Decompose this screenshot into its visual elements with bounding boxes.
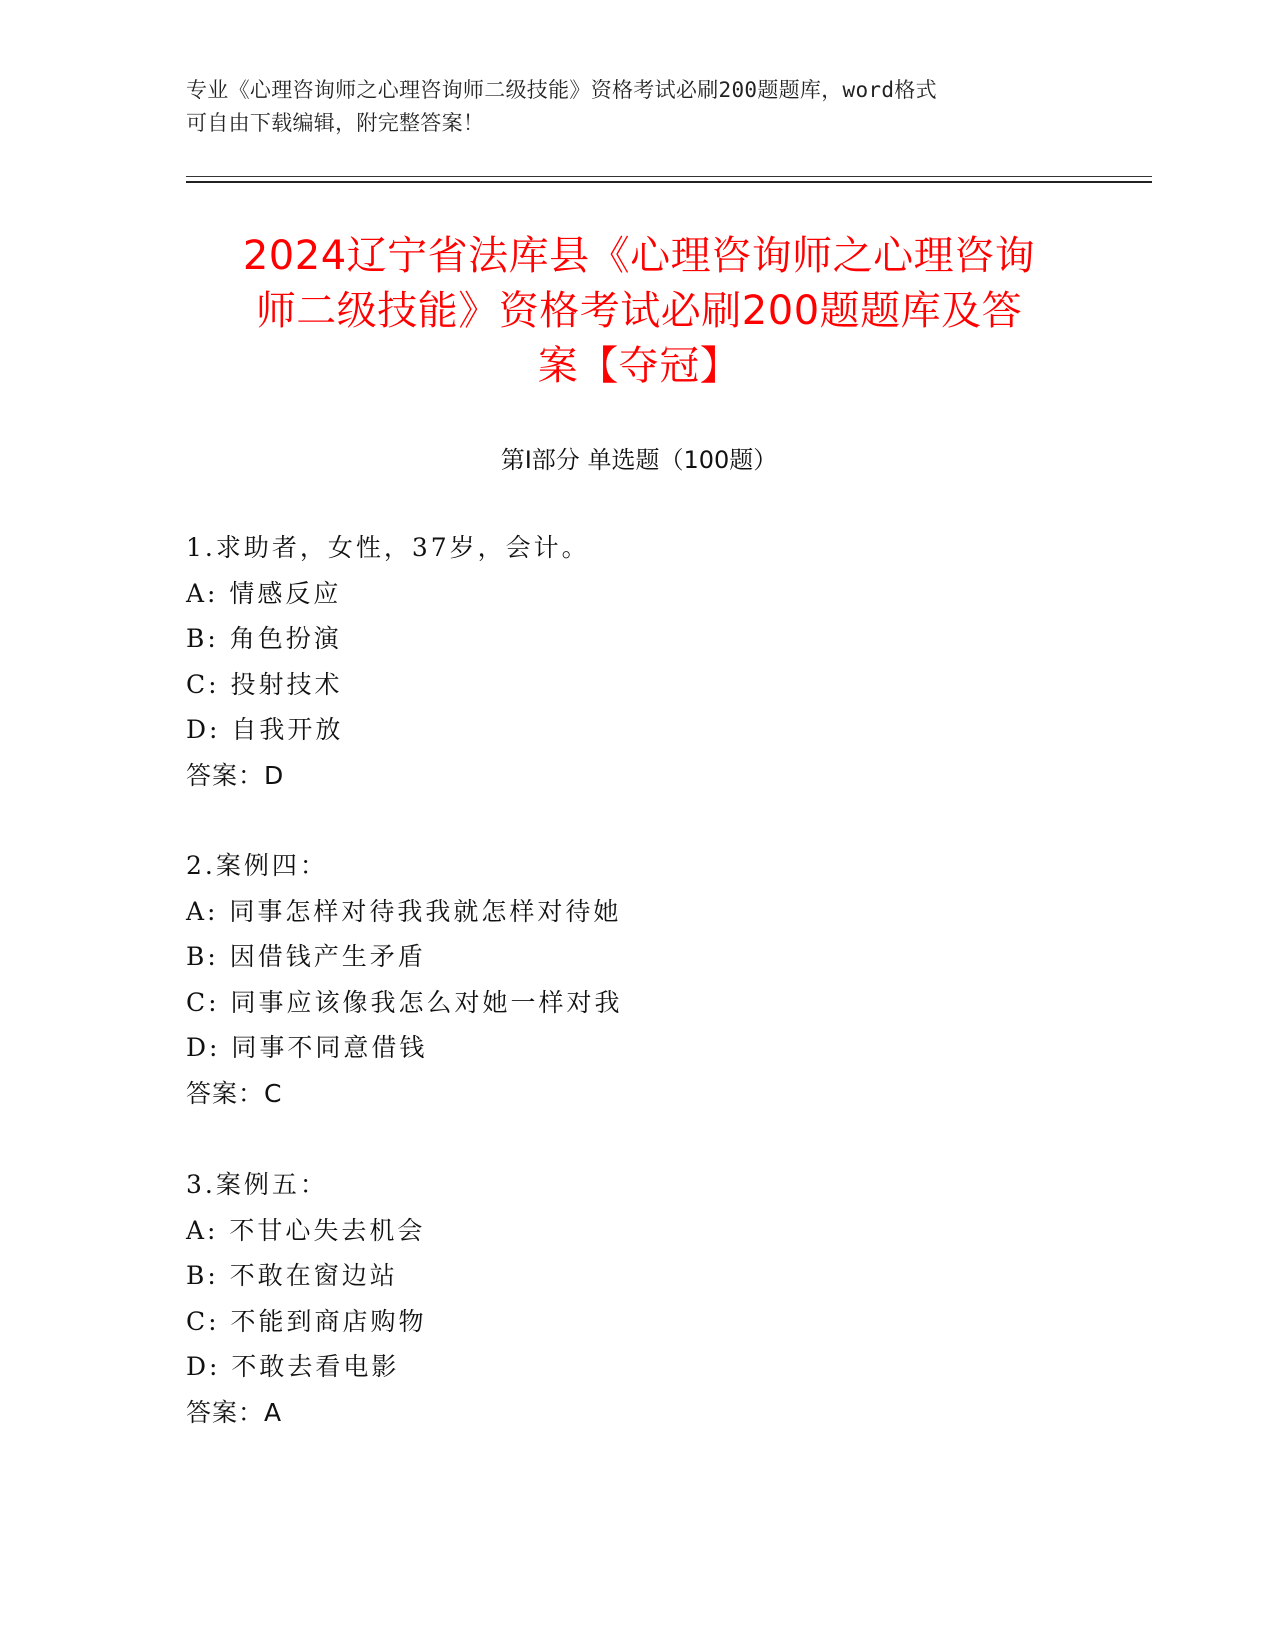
header-divider-thin (186, 176, 1152, 177)
option-c: C: 不能到商店购物 (186, 1306, 427, 1336)
question-item (186, 1162, 1086, 1435)
section-heading: 第I部分 单选题（100题） (500, 446, 778, 474)
question-item (186, 525, 1086, 798)
option-d: D: 自我开放 (186, 715, 344, 744)
document-title-line-2: 师二级技能》资格考试必刷200题题库及答 (255, 288, 1023, 334)
option-a: A: 不甘心失去机会 (186, 1215, 426, 1245)
option-c: C: 投射技术 (186, 669, 343, 699)
option-d: D: 不敢去看电影 (186, 1352, 400, 1381)
answer-line: 答案：C (186, 1078, 283, 1108)
answer-line: 答案：A (186, 1397, 283, 1427)
document-title-line-3: 案【夺冠】 (537, 343, 741, 389)
question-stem: 2.案例四： (186, 851, 328, 880)
option-b: B: 角色扮演 (186, 624, 342, 653)
option-c: C: 同事应该像我怎么对她一样对我 (186, 987, 623, 1017)
header-note-line-2: 可自由下载编辑，附完整答案！ (186, 111, 485, 135)
document-title (186, 229, 1092, 394)
option-a: A: 情感反应 (186, 578, 342, 608)
header-note-line-1: 专业《心理咨询师之心理咨询师二级技能》资格考试必刷200题题库，word格式 (186, 78, 937, 102)
header-note (186, 74, 1086, 140)
question-stem: 3.案例五： (186, 1170, 328, 1199)
option-a: A: 同事怎样对待我我就怎样对待她 (186, 896, 622, 926)
question-stem: 1.求助者，女性，37岁，会计。 (186, 533, 590, 562)
option-b: B: 因借钱产生矛盾 (186, 942, 426, 971)
option-d: D: 同事不同意借钱 (186, 1033, 428, 1062)
header-divider-thick (186, 181, 1152, 183)
answer-line: 答案：D (186, 760, 285, 790)
document-title-line-1: 2024辽宁省法库县《心理咨询师之心理咨询 (242, 233, 1036, 279)
option-b: B: 不敢在窗边站 (186, 1261, 398, 1290)
question-item (186, 843, 1086, 1116)
